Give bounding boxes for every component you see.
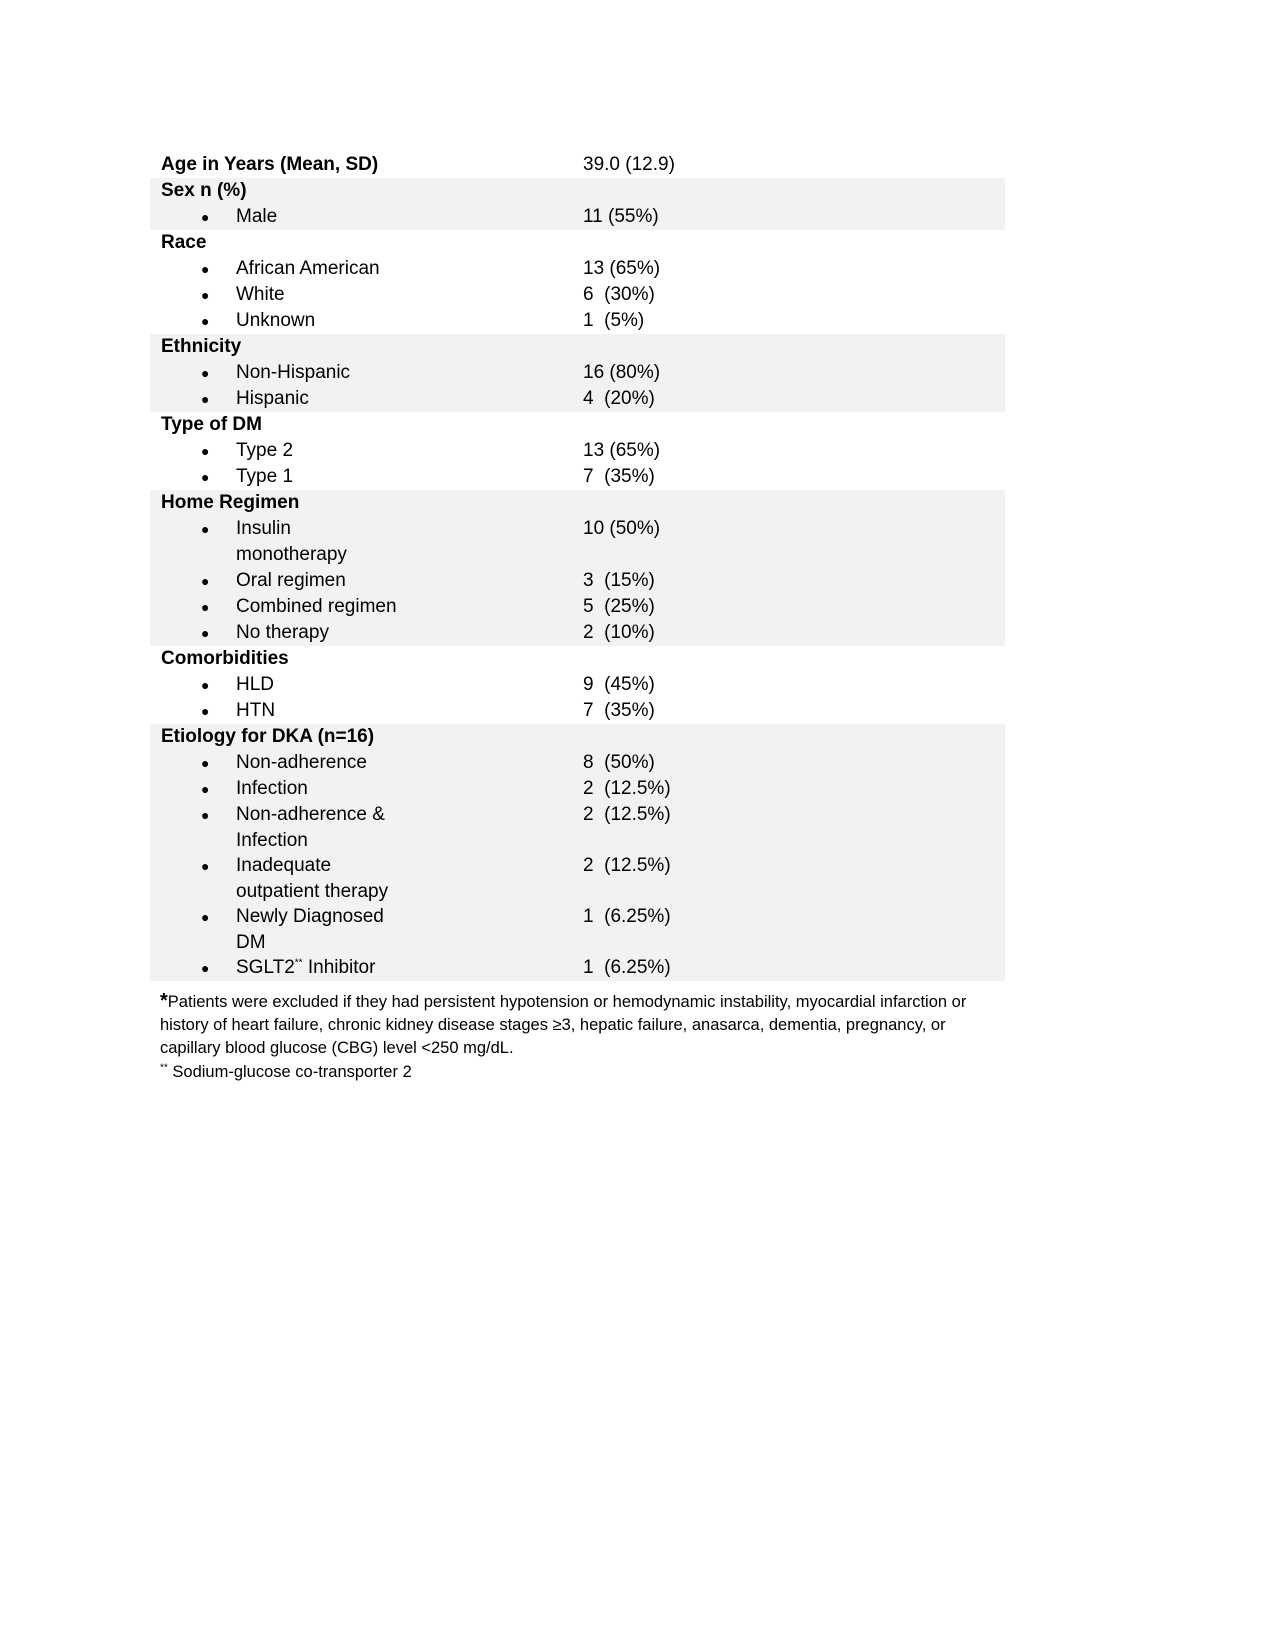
list-item <box>161 464 1005 490</box>
item-value: 11 (55%) <box>583 206 659 227</box>
item-value: 1 (5%) <box>583 310 645 331</box>
item-label: Insulin monotherapy <box>236 518 347 565</box>
item-label: Type 1 <box>236 466 294 487</box>
footnote-text: Patients were excluded if they had persistent hypotension or hemodynamic instability, myocardial infarction or history of heart failure, chronic kidney disease stages ≥3, hepatic failure, anasarca, dementia, pregnancy, or capillary blood glucose (CBG) level <250 mg/dL. <box>160 993 967 1057</box>
comorbidities-header <box>161 646 1005 672</box>
item-label: HLD <box>236 674 275 695</box>
list-item <box>161 204 1005 230</box>
item-value: 1 (6.25%) <box>583 957 671 978</box>
item-value: 2 (12.5%) <box>583 778 671 799</box>
item-label: Combined regimen <box>236 596 397 617</box>
double-asterisk-marker: ** <box>294 957 303 969</box>
item-value: 2 (12.5%) <box>583 855 671 876</box>
item-label: Male <box>236 206 278 227</box>
item-label: Oral regimen <box>236 570 346 591</box>
item-value: 2 (10%) <box>583 622 655 643</box>
list-item <box>161 516 1005 568</box>
dm-type-header <box>161 412 1005 438</box>
item-label: Unknown <box>236 310 316 331</box>
list-item <box>161 438 1005 464</box>
list-item <box>161 360 1005 386</box>
sex-header <box>161 178 1005 204</box>
comorbidities-section <box>150 646 1005 724</box>
bullet-icon: ● <box>201 261 210 277</box>
list-item <box>161 568 1005 594</box>
bullet-icon: ● <box>201 703 210 719</box>
list-item <box>161 750 1005 776</box>
list-item <box>161 256 1005 282</box>
item-value: 10 (50%) <box>583 518 661 539</box>
item-label: Hispanic <box>236 388 309 409</box>
item-value: 7 (35%) <box>583 700 655 721</box>
bullet-icon: ● <box>201 209 210 225</box>
item-value: 6 (30%) <box>583 284 655 305</box>
list-item <box>161 853 1005 904</box>
inhibitor-text: Inhibitor <box>302 957 376 978</box>
list-item <box>161 672 1005 698</box>
list-item <box>161 698 1005 724</box>
footnote-sglt2 <box>160 1061 990 1084</box>
sex-label: Sex n (%) <box>161 180 247 201</box>
list-item <box>161 620 1005 646</box>
footnotes <box>160 990 990 1084</box>
bullet-icon: ● <box>201 755 210 771</box>
item-label: Infection <box>236 778 308 799</box>
item-value: 2 (12.5%) <box>583 804 671 825</box>
bullet-icon: ● <box>201 858 210 874</box>
item-label: White <box>236 284 285 305</box>
item-label: Non-adherence <box>236 752 367 773</box>
list-item <box>161 802 1005 853</box>
bullet-icon: ● <box>201 443 210 459</box>
item-value: 5 (25%) <box>583 596 655 617</box>
list-item <box>161 776 1005 802</box>
bullet-icon: ● <box>201 573 210 589</box>
race-header <box>161 230 1005 256</box>
item-value: 1 (6.25%) <box>583 906 671 927</box>
list-item <box>161 904 1005 955</box>
bullet-icon: ● <box>201 960 210 976</box>
comorbidities-label: Comorbidities <box>161 648 289 669</box>
item-value: 8 (50%) <box>583 752 655 773</box>
home-regimen-header <box>161 490 1005 516</box>
footnote-exclusion <box>160 990 990 1060</box>
ethnicity-header <box>161 334 1005 360</box>
list-item <box>161 308 1005 334</box>
bullet-icon: ● <box>201 781 210 797</box>
item-value: 9 (45%) <box>583 674 655 695</box>
age-row <box>161 152 1005 178</box>
dm-type-label: Type of DM <box>161 414 262 435</box>
item-value: 13 (65%) <box>583 440 661 461</box>
item-value: 7 (35%) <box>583 466 655 487</box>
item-label <box>236 955 456 981</box>
item-label: Inadequate outpatient therapy <box>236 855 389 902</box>
bullet-icon: ● <box>201 469 210 485</box>
demographics-table <box>150 152 1005 981</box>
list-item <box>161 282 1005 308</box>
bullet-icon: ● <box>201 287 210 303</box>
item-label: Non-Hispanic <box>236 362 351 383</box>
list-item <box>161 955 1005 981</box>
item-label: Newly Diagnosed DM <box>236 906 384 953</box>
item-value: 4 (20%) <box>583 388 655 409</box>
bullet-icon: ● <box>201 599 210 615</box>
dm-type-section <box>150 412 1005 490</box>
item-label: African American <box>236 258 380 279</box>
home-regimen-label: Home Regimen <box>161 492 300 513</box>
age-label: Age in Years (Mean, SD) <box>161 154 379 175</box>
race-label: Race <box>161 232 207 253</box>
sex-section <box>150 178 1005 230</box>
race-section <box>150 230 1005 334</box>
etiology-section <box>150 724 1005 981</box>
etiology-label: Etiology for DKA (n=16) <box>161 726 375 747</box>
bullet-icon: ● <box>201 677 210 693</box>
age-value: 39.0 (12.9) <box>583 154 675 175</box>
bullet-icon: ● <box>201 391 210 407</box>
item-value: 3 (15%) <box>583 570 655 591</box>
item-label: HTN <box>236 700 276 721</box>
list-item <box>161 386 1005 412</box>
bullet-icon: ● <box>201 909 210 925</box>
age-section <box>150 152 1005 178</box>
bullet-icon: ● <box>201 807 210 823</box>
item-value: 13 (65%) <box>583 258 661 279</box>
item-label: Non-adherence & Infection <box>236 804 385 851</box>
etiology-header <box>161 724 1005 750</box>
asterisk-marker: * <box>160 990 168 1012</box>
bullet-icon: ● <box>201 365 210 381</box>
item-label: No therapy <box>236 622 329 643</box>
bullet-icon: ● <box>201 313 210 329</box>
sglt2-text: SGLT2 <box>236 957 295 978</box>
double-asterisk-marker: ** <box>160 1062 168 1074</box>
list-item <box>161 594 1005 620</box>
home-regimen-section <box>150 490 1005 646</box>
ethnicity-section <box>150 334 1005 412</box>
ethnicity-label: Ethnicity <box>161 336 242 357</box>
bullet-icon: ● <box>201 625 210 641</box>
item-value: 16 (80%) <box>583 362 661 383</box>
bullet-icon: ● <box>201 521 210 537</box>
item-label: Type 2 <box>236 440 294 461</box>
footnote-text: Sodium-glucose co-transporter 2 <box>167 1063 412 1081</box>
